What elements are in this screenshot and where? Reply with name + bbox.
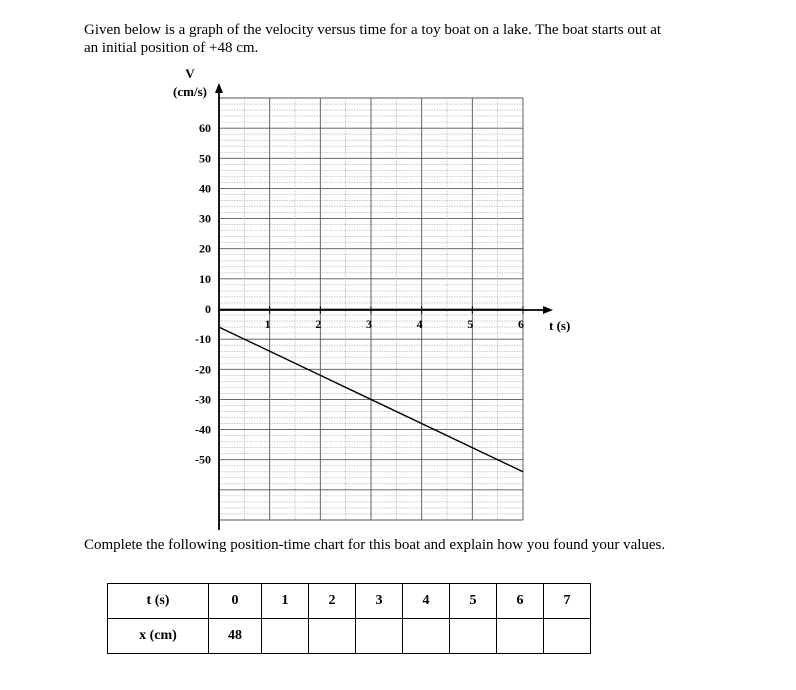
position-cell[interactable]: [309, 619, 356, 654]
problem-line-2: an initial position of +48 cm.: [84, 40, 259, 56]
y-tick-label: 30: [199, 211, 211, 226]
position-cell[interactable]: [544, 619, 591, 654]
time-row: [108, 584, 591, 619]
x-axis-label: t (s): [549, 318, 571, 333]
position-row-label: x (cm): [108, 619, 209, 654]
y-tick-label: -40: [195, 422, 211, 437]
y-tick-label: 40: [199, 181, 211, 196]
time-row-label: t (s): [108, 584, 209, 619]
y-tick-label: -50: [195, 452, 211, 467]
position-cell[interactable]: [450, 619, 497, 654]
y-tick-label: 50: [199, 151, 211, 166]
x-tick-label: 6: [518, 317, 524, 331]
problem-line-1: Given below is a graph of the velocity versus time for a toy boat on a lake. The boat starts out at: [84, 22, 662, 38]
position-cell[interactable]: [403, 619, 450, 654]
y-tick-label: -20: [195, 362, 211, 377]
time-cell: 6: [497, 584, 544, 619]
y-axis-arrow: [215, 83, 223, 93]
y-tick-labels: [195, 121, 211, 467]
time-cell: 0: [209, 584, 262, 619]
position-cell[interactable]: [497, 619, 544, 654]
y-tick-label: 20: [199, 241, 211, 256]
x-tick-label: 1: [264, 317, 271, 331]
y-tick-label: -30: [195, 392, 211, 407]
time-cell: 5: [450, 584, 497, 619]
y-axis-label: V: [185, 66, 195, 81]
x-axis-arrow: [543, 306, 553, 314]
y-tick-label: 0: [205, 302, 211, 316]
position-time-table: [107, 583, 591, 654]
position-row: [108, 619, 591, 654]
time-cell: 2: [309, 584, 356, 619]
x-tick-label: 3: [366, 317, 372, 331]
time-cell: 7: [544, 584, 591, 619]
chart-axes: [173, 66, 570, 530]
time-cell: 3: [356, 584, 403, 619]
y-tick-label: -10: [195, 332, 211, 347]
position-cell[interactable]: [356, 619, 403, 654]
x-tick-label: 2: [315, 317, 322, 331]
y-tick-label: 60: [199, 121, 211, 136]
time-cell: 1: [262, 584, 309, 619]
y-axis-unit: (cm/s): [173, 84, 207, 99]
position-cell[interactable]: [262, 619, 309, 654]
x-tick-label: 4: [416, 317, 423, 331]
x-tick-label: 5: [467, 317, 474, 331]
time-cell: 4: [403, 584, 450, 619]
position-cell: 48: [209, 619, 262, 654]
instruction-text: Complete the following position-time chart for this boat and explain how you found your values.: [84, 537, 666, 553]
y-tick-label: 10: [199, 271, 211, 286]
